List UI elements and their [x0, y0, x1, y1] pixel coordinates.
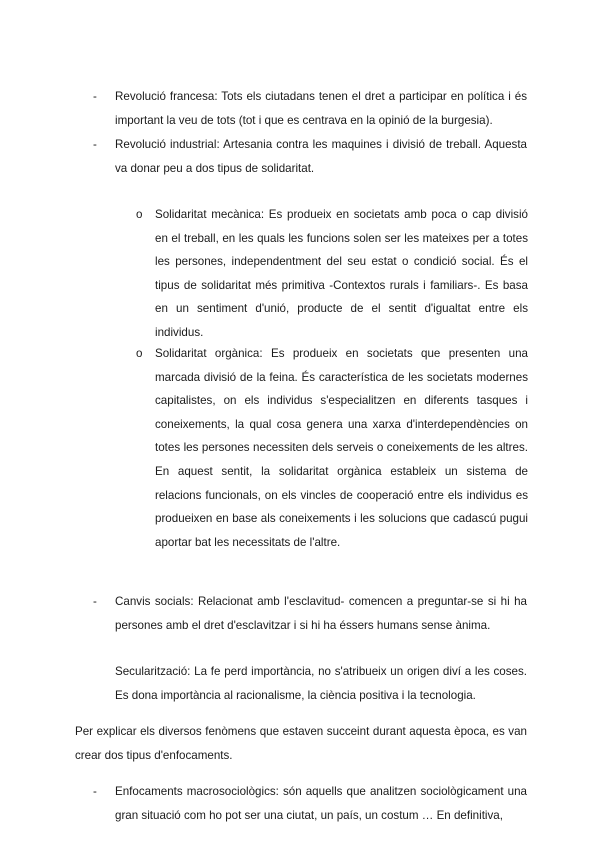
bullet-dash-marker: - — [93, 138, 97, 151]
bullet-dash-marker: - — [93, 595, 97, 608]
paragraph-enfocaments-macro: Enfocaments macrosociològics: són aquells que analitzen sociològicament una gran situació com ho pot ser una ciutat, un país, un costum … En definitiva, — [115, 785, 527, 822]
paragraph-solidaritat-mecanica: Solidaritat mecànica: Es produeix en societats amb poca o cap divisió en el treball, en les quals les funcions solen ser les mateixes per a totes les persones, independentment del seu estat o condició social. És el tipus de solidaritat més primitiva -Contextos rurals i familiars-. Es basa en un sentiment d'unió, producte de el sentit d'igualtat entre els individus. — [155, 208, 528, 339]
sub-bullet-marker: o — [136, 347, 143, 360]
bullet-dash-marker: - — [93, 785, 97, 798]
paragraph-canvis-socials: Canvis socials: Relacionat amb l'esclavitud- comencen a preguntar-se si hi ha persones amb el dret d'esclavitzar i si hi ha éssers humans sense ànima. — [115, 595, 527, 632]
paragraph-enfocaments-intro: Per explicar els diversos fenòmens que estaven succeint durant aquesta època, es van crear dos tipus d'enfocaments. — [75, 725, 527, 762]
paragraph-secularitzacio: Secularització: La fe perd importància, no s'atribueix un origen diví a les coses. Es dona importància al racionalisme, la ciència positiva i la tecnologia. — [115, 665, 527, 702]
bullet-dash-marker: - — [93, 90, 97, 103]
paragraph-solidaritat-organica: Solidaritat orgànica: Es produeix en societats que presenten una marcada divisió de la feina. És característica de les societats modernes capitalistes, on els individus s'especialitzen en diferents tasques i coneixements, la qual cosa genera una xarxa d'interdependències on totes les persones necessiten dels serveis o coneixements de les altres. En aquest sentit, la solidaritat orgànica estableix un sistema de relacions funcionals, on els vincles de cooperació entre els individus es produeixen en base als coneixements i les solucions que cadascú pugui aportar bat les necessitats de l'altre. — [155, 347, 528, 549]
paragraph-revolucio-industrial: Revolució industrial: Artesania contra les maquines i divisió de treball. Aquesta va donar peu a dos tipus de solidaritat. — [115, 138, 527, 175]
paragraph-revolucio-francesa: Revolució francesa: Tots els ciutadans tenen el dret a participar en política i és important la veu de tots (tot i que es centrava en la opinió de la burgesia). — [115, 90, 527, 127]
sub-bullet-marker: o — [136, 208, 143, 221]
